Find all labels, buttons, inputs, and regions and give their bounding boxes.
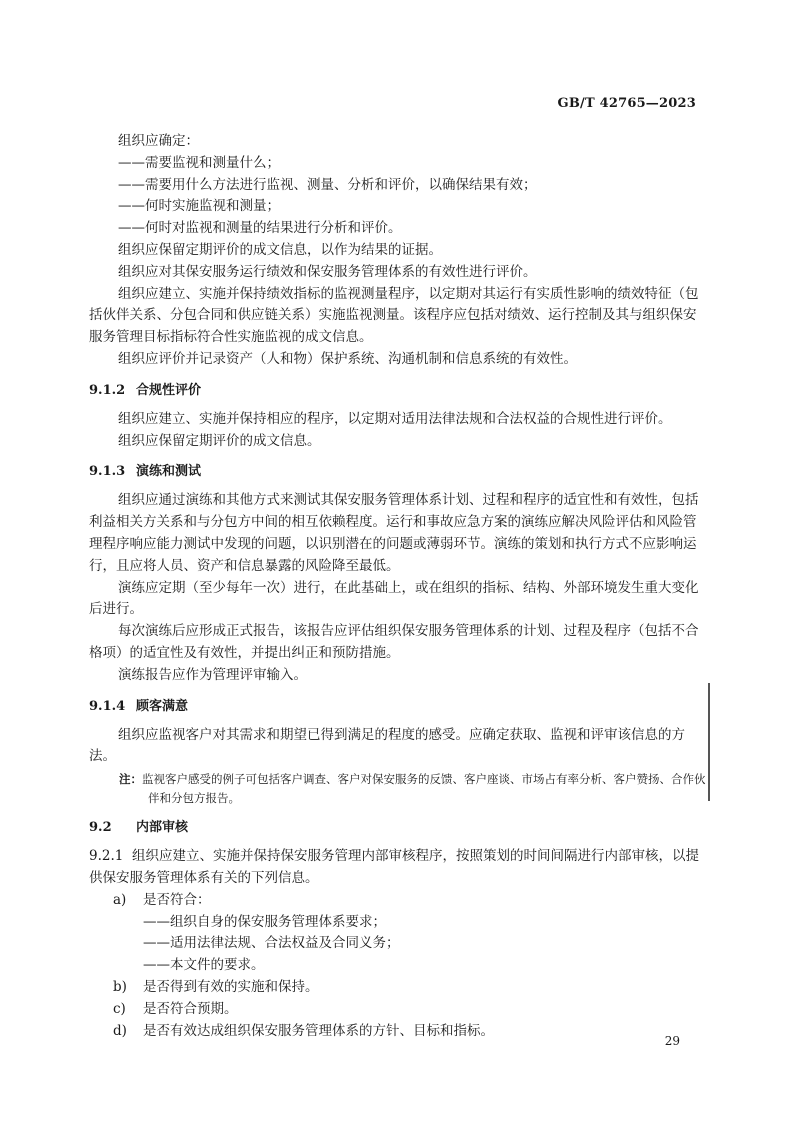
intro-item: ——需要监视和测量什么； (118, 154, 280, 171)
section-heading-9-1-3 (89, 462, 709, 482)
paragraph: 演练应定期（至少每年一次）进行，在此基础上，或在组织的指标、结构、外部环境发生重大变化后进行。 (89, 579, 699, 618)
clause-text: 组织应建立、实施并保持保安服务管理内部审核程序，按照策划的时间间隔进行内部审核，以提供保安服务管理体系有关的下列信息。 (89, 848, 699, 886)
list-item-c (89, 999, 709, 1021)
paragraph: 组织应保留定期评价的成文信息。 (118, 432, 321, 449)
list-item-text: 是否有效达成组织保安服务管理体系的方针、目标和指标。 (143, 1022, 494, 1039)
clause-9-2-1 (89, 846, 709, 890)
revision-bar (708, 683, 710, 801)
list-item-text: 是否符合预期。 (143, 1000, 238, 1017)
section-title: 合规性评价 (136, 382, 202, 398)
paragraph: 组织应建立、实施并保持相应的程序，以定期对适用法律法规和合法权益的合规性进行评价。 (118, 410, 672, 427)
section-number: 9.1.4 (89, 698, 126, 714)
list-marker: d) (113, 1022, 127, 1039)
standard-code: GB/T 42765—2023 (557, 96, 696, 111)
list-marker: c) (113, 1000, 126, 1017)
list-item-d (89, 1021, 709, 1043)
section-heading-9-2 (89, 818, 709, 838)
note (89, 770, 709, 808)
sub-item: ——组织自身的保安服务管理体系要求； (143, 913, 386, 930)
list-item-text: 是否符合： (143, 891, 211, 908)
paragraph: 组织应对其保安服务运行绩效和保安服务管理体系的有效性进行评价。 (118, 263, 537, 280)
intro-item: ——需要用什么方法进行监视、测量、分析和评价，以确保结果有效； (118, 176, 537, 193)
section-title: 内部审核 (136, 820, 189, 836)
section-title: 演练和测试 (136, 464, 202, 480)
sub-item: ——本文件的要求。 (143, 957, 265, 974)
list-item-b (89, 977, 709, 999)
list-marker: a) (113, 891, 127, 908)
section-number: 9.1.2 (89, 382, 126, 398)
note-label: 注： (119, 772, 142, 787)
paragraph: 组织应通过演练和其他方式来测试其保安服务管理体系计划、过程和程序的适宜性和有效性，包括利益相关方关系和与分包方中间的相互依赖程度。运行和事故应急方案的演练应解决风险评估和风险管理程序响应能力测试中发现的问题，以识别潜在的问题或薄弱环节。演练的策划和执行方式不应影响运行，且应将人员、资产和信息暴露的风险降至最低。 (89, 492, 699, 574)
list-marker: b) (113, 978, 127, 995)
section-number: 9.2 (89, 820, 112, 836)
list-item-a (89, 890, 709, 912)
paragraph: 组织应建立、实施并保持绩效指标的监视测量程序，以定期对其运行有实质性影响的绩效特征（包括伙伴关系、分包合同和供应链关系）实施监视测量。该程序应包括对绩效、运行控制及其与组织保安服务管理目标指标符合性实施监视的成文信息。 (89, 285, 699, 346)
section-title: 顾客满意 (136, 698, 189, 714)
sub-item: ——适用法律法规、合法权益及合同义务； (143, 935, 400, 952)
paragraph: 组织应评价并记录资产（人和物）保护系统、沟通机制和信息系统的有效性。 (118, 350, 577, 367)
clause-number: 9.2.1 (89, 848, 124, 865)
section-heading-9-1-4 (89, 697, 709, 717)
list-item-text: 是否得到有效的实施和保持。 (143, 978, 319, 995)
paragraph: 组织应保留定期评价的成文信息，以作为结果的证据。 (118, 241, 442, 258)
paragraph: 每次演练后应形成正式报告，该报告应评估组织保安服务管理体系的计划、过程及程序（包括不合格项）的适宜性及有效性，并提出纠正和预防措施。 (89, 623, 699, 661)
paragraph: 演练报告应作为管理评审输入。 (118, 666, 307, 683)
intro-item: ——何时实施监视和测量； (118, 198, 280, 215)
intro-lead: 组织应确定： (118, 133, 199, 149)
paragraph: 组织应监视客户对其需求和期望已得到满足的程度的感受。应确定获取、监视和评审该信息的方法。 (89, 726, 685, 765)
note-text: 监视客户感受的例子可包括客户调查、客户对保安服务的反馈、客户座谈、市场占有率分析、客户赞扬、合作伙伴和分包方报告。 (142, 772, 706, 806)
document-body (89, 131, 709, 1042)
section-number: 9.1.3 (89, 464, 126, 480)
page-number: 29 (664, 1034, 680, 1048)
section-heading-9-1-2 (89, 381, 709, 401)
intro-item: ——何时对监视和测量的结果进行分析和评价。 (118, 220, 402, 237)
